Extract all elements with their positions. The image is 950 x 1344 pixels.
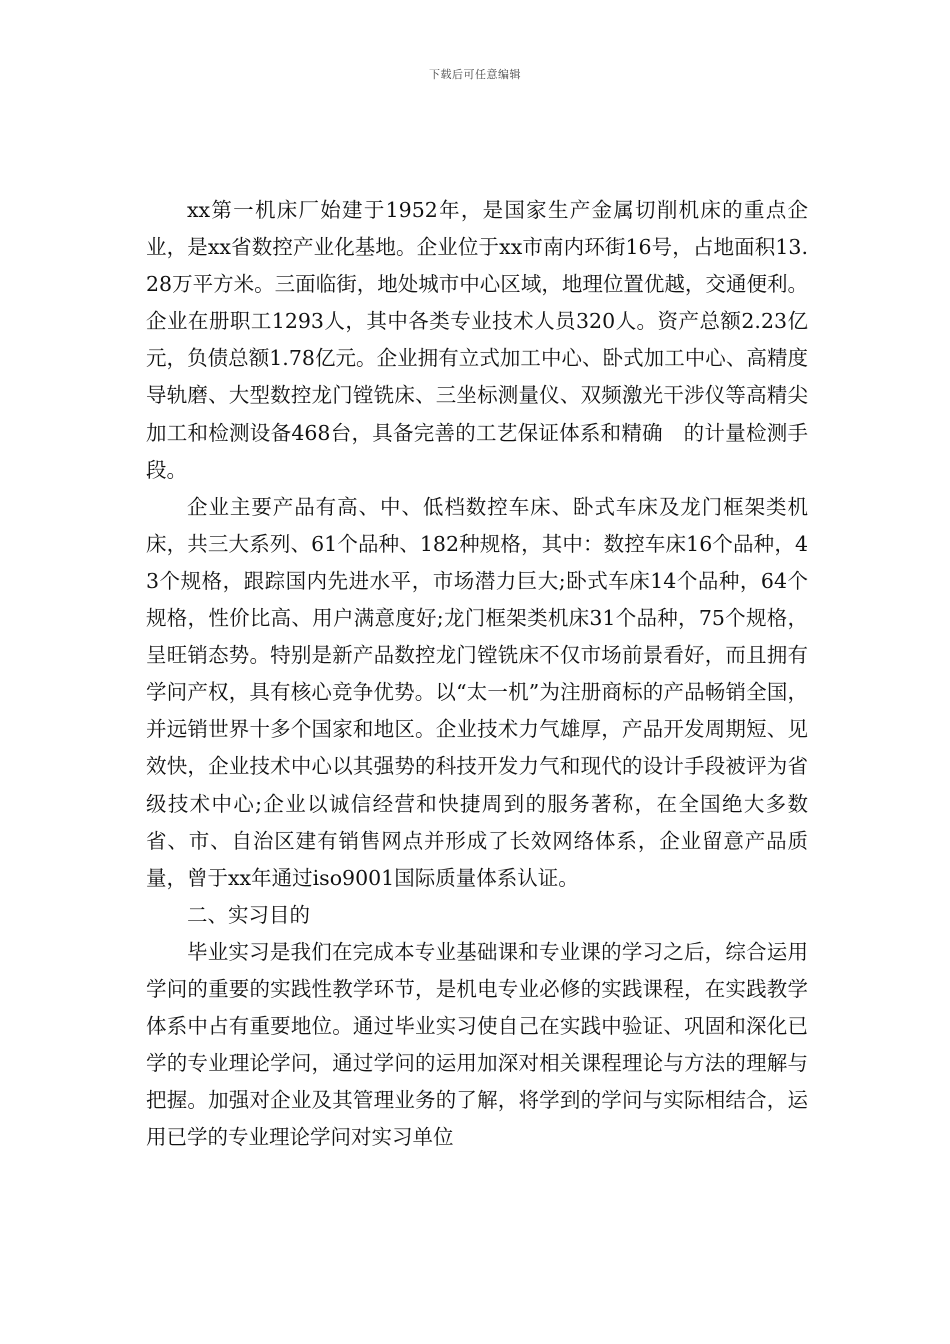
page-header-note: 下载后可任意编辑: [429, 68, 521, 81]
paragraph-company-overview: xx第一机床厂始建于1952年，是国家生产金属切削机床的重点企业，是xx省数控产业化基地。企业位于xx市南内环街16号，占地面积13.28万平方米。三面临街，地处城市中心区域，地理位置优越，交通便利。企业在册职工1293人，其中各类专业技术人员320人。资产总额2.23亿元，负债总额1.78亿元。企业拥有立式加工中心、卧式加工中心、高精度导轨磨、大型数控龙门镗铣床、三坐标测量仪、双频激光干涉仪等高精尖加工和检测设备468台，具备完善的工艺保证体系和精确 的计量检测手段。: [146, 198, 808, 482]
document-body: [146, 192, 808, 1156]
paragraph-internship-purpose: 毕业实习是我们在完成本专业基础课和专业课的学习之后，综合运用学问的重要的实践性教学环节，是机电专业必修的实践课程，在实践教学体系中占有重要地位。通过毕业实习使自己在实践中验证、巩固和深化已学的专业理论学问，通过学问的运用加深对相关课程理论与方法的理解与把握。加强对企业及其管理业务的了解，将学到的学问与实际相结合，运用已学的专业理论学问对实习单位: [146, 939, 808, 1150]
section-heading-internship-purpose: 二、实习目的: [187, 902, 310, 927]
paragraph-products: 企业主要产品有高、中、低档数控车床、卧式车床及龙门框架类机床，共三大系列、61个品种、182种规格，其中：数控车床16个品种，43个规格，跟踪国内先进水平，市场潜力巨大;卧式车床14个品种，64个规格，性价比高、用户满意度好;龙门框架类机床31个品种，75个规格，呈旺销态势。特别是新产品数控龙门镗铣床不仅市场前景看好，而且拥有学问产权，具有核心竞争优势。以“太一机”为注册商标的产品畅销全国，并远销世界十多个国家和地区。企业技术力气雄厚，产品开发周期短、见效快，企业技术中心以其强势的科技开发力气和现代的设计手段被评为省级技术中心;企业以诚信经营和快捷周到的服务著称，在全国绝大多数省、市、自治区建有销售网点并形成了长效网络体系，企业留意产品质量，曾于xx年通过iso9001国际质量体系认证。: [146, 494, 808, 890]
